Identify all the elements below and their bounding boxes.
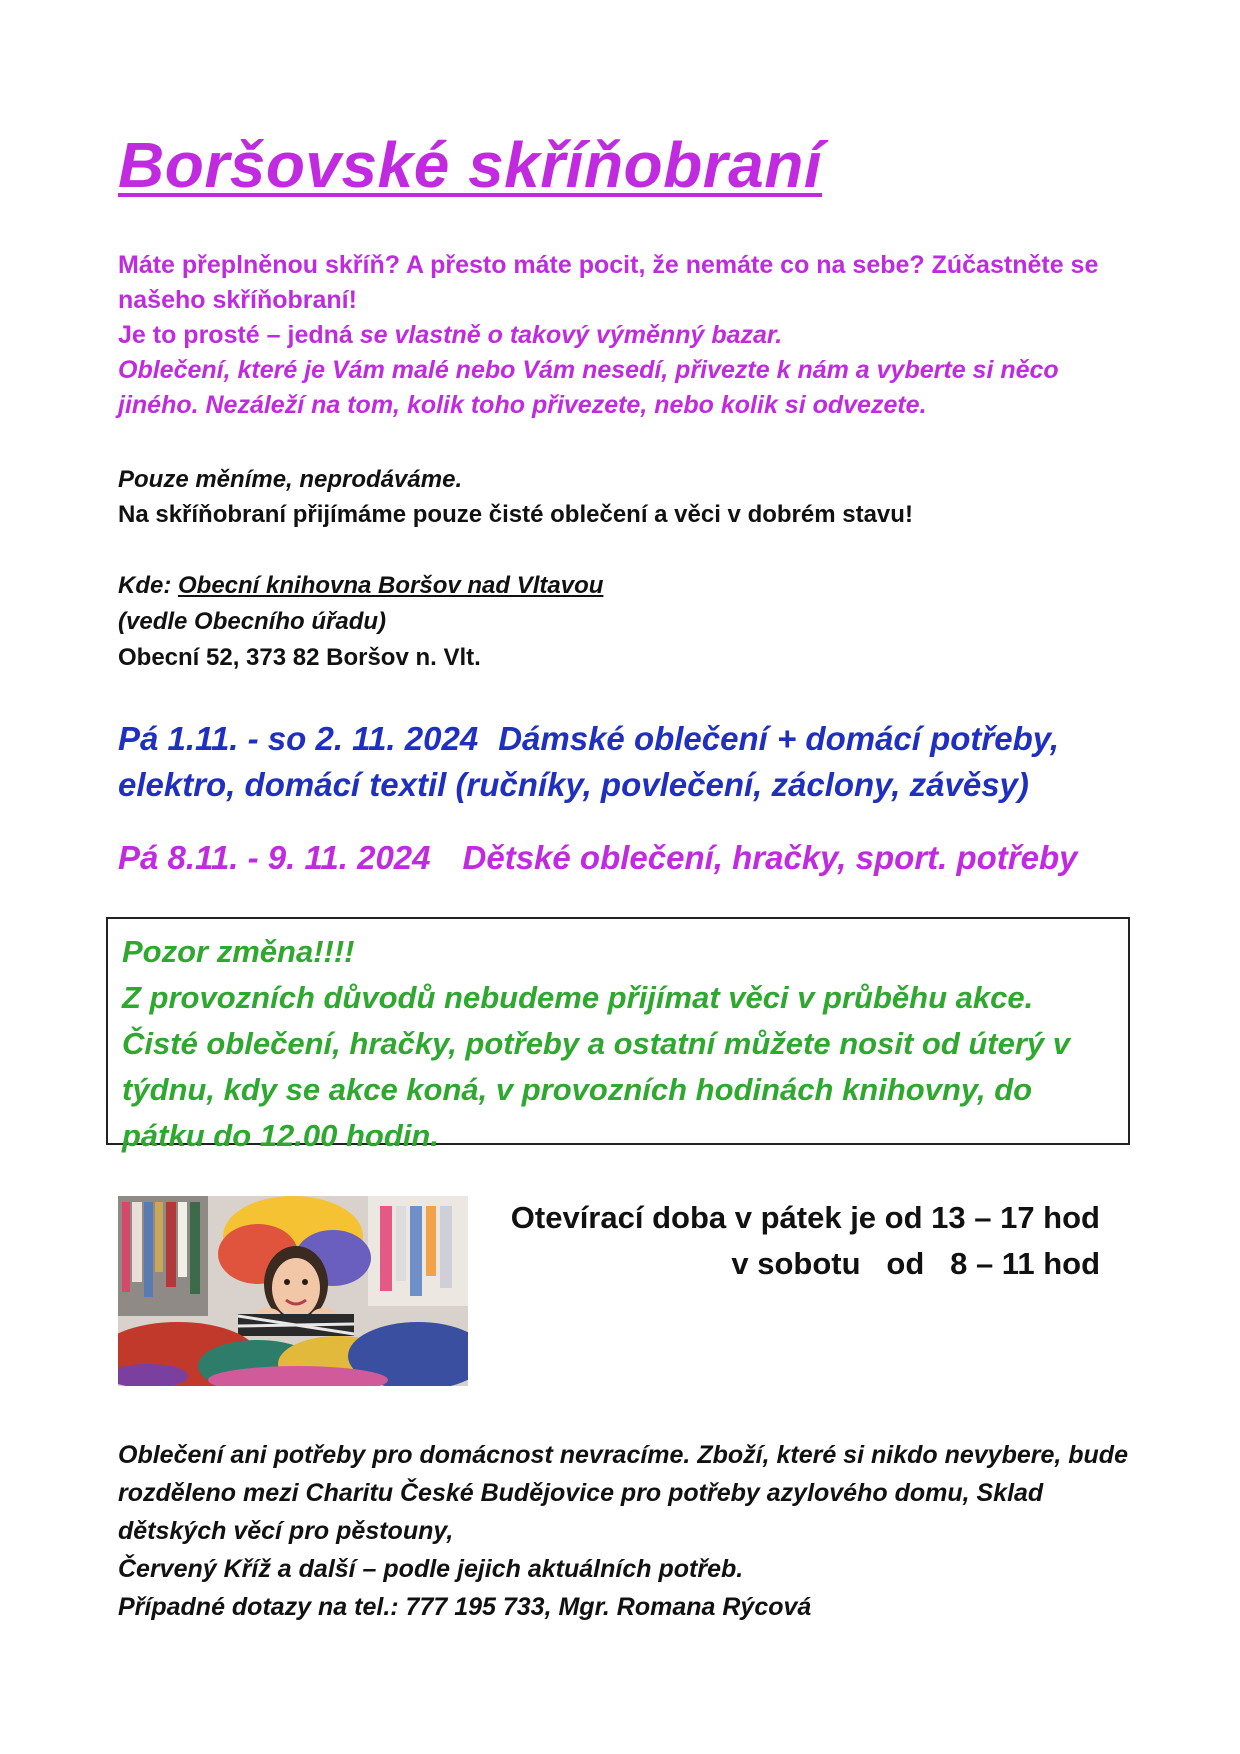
clothes-photo xyxy=(118,1196,468,1386)
footer-text xyxy=(118,1436,1158,1626)
event-1 xyxy=(118,716,1158,808)
location-line xyxy=(118,568,1138,604)
change-notice-box xyxy=(106,917,1130,1153)
footer-line-1: Oblečení ani potřeby pro domácnost nevracíme. Zboží, které si nikdo nevybere, bude rozděleno mezi Charitu České Budějovice pro potřeby azylového domu, Sklad dětských věcí pro pěstouny, xyxy=(118,1441,1128,1545)
event-2-date: Pá 8.11. - 9. 11. 2024 xyxy=(118,839,431,876)
footer-line-3: Případné dotazy na tel.: 777 195 733, Mgr. Romana Rýcová xyxy=(118,1593,812,1621)
intro-line-1: Máte přeplněnou skříň? A přesto máte pocit, že nemáte co na sebe? Zúčastněte se našeho skříňobraní! xyxy=(118,251,1099,314)
opening-hours-friday: Otevírací doba v pátek je od 13 – 17 hod xyxy=(510,1200,1100,1235)
rules-line-1: Pouze měníme, neprodáváme. xyxy=(118,466,463,493)
intro-line-3: Oblečení, které je Vám malé nebo Vám nesedí, přivezte k nám a vyberte si něco jiného. Nezáleží na tom, kolik toho přivezete, nebo kolik si odvezete. xyxy=(118,356,1059,419)
footer-line-2: Červený Kříž a další – podle jejich aktuálních potřeb. xyxy=(118,1555,744,1583)
location-name-link[interactable]: Obecní knihovna Boršov nad Vltavou xyxy=(178,572,604,599)
intro-text xyxy=(118,248,1138,423)
notice-line-1: Z provozních důvodů nebudeme přijímat věci v průběhu akce. xyxy=(122,980,1034,1015)
rules-line-2: Na skříňobraní přijímáme pouze čisté oblečení a věci v dobrém stavu! xyxy=(118,501,913,528)
event-2-description: Dětské oblečení, hračky, sport. potřeby xyxy=(462,839,1078,876)
event-2 xyxy=(118,835,1178,881)
opening-hours-saturday: v sobotu od 8 – 11 hod xyxy=(731,1246,1100,1281)
location-address: Obecní 52, 373 82 Boršov n. Vlt. xyxy=(118,644,481,671)
event-1-description: Dámské oblečení + domácí potřeby, elektro, domácí textil (ručníky, povlečení, záclony, závěsy) xyxy=(118,720,1060,803)
location-note: (vedle Obecního úřadu) xyxy=(118,608,387,635)
page-title: Boršovské skříňobraní xyxy=(118,129,823,201)
opening-hours xyxy=(470,1195,1100,1287)
rules-text xyxy=(118,462,1138,532)
intro-line-2-italic: se vlastně o takový výměnný bazar. xyxy=(359,321,783,349)
event-1-date: Pá 1.11. - so 2. 11. 2024 xyxy=(118,720,479,757)
location-block xyxy=(118,568,1138,676)
notice-heading: Pozor změna!!!! xyxy=(122,934,355,969)
location-label: Kde: xyxy=(118,572,178,599)
notice-line-2: Čisté oblečení, hračky, potřeby a ostatní můžete nosit od úterý v týdnu, kdy se akce koná, v provozních hodinách knihovny, do pátku do 12.00 hodin. xyxy=(122,1026,1071,1153)
intro-line-2 xyxy=(118,318,1138,353)
intro-line-2-plain: Je to prosté – jedná xyxy=(118,321,360,349)
